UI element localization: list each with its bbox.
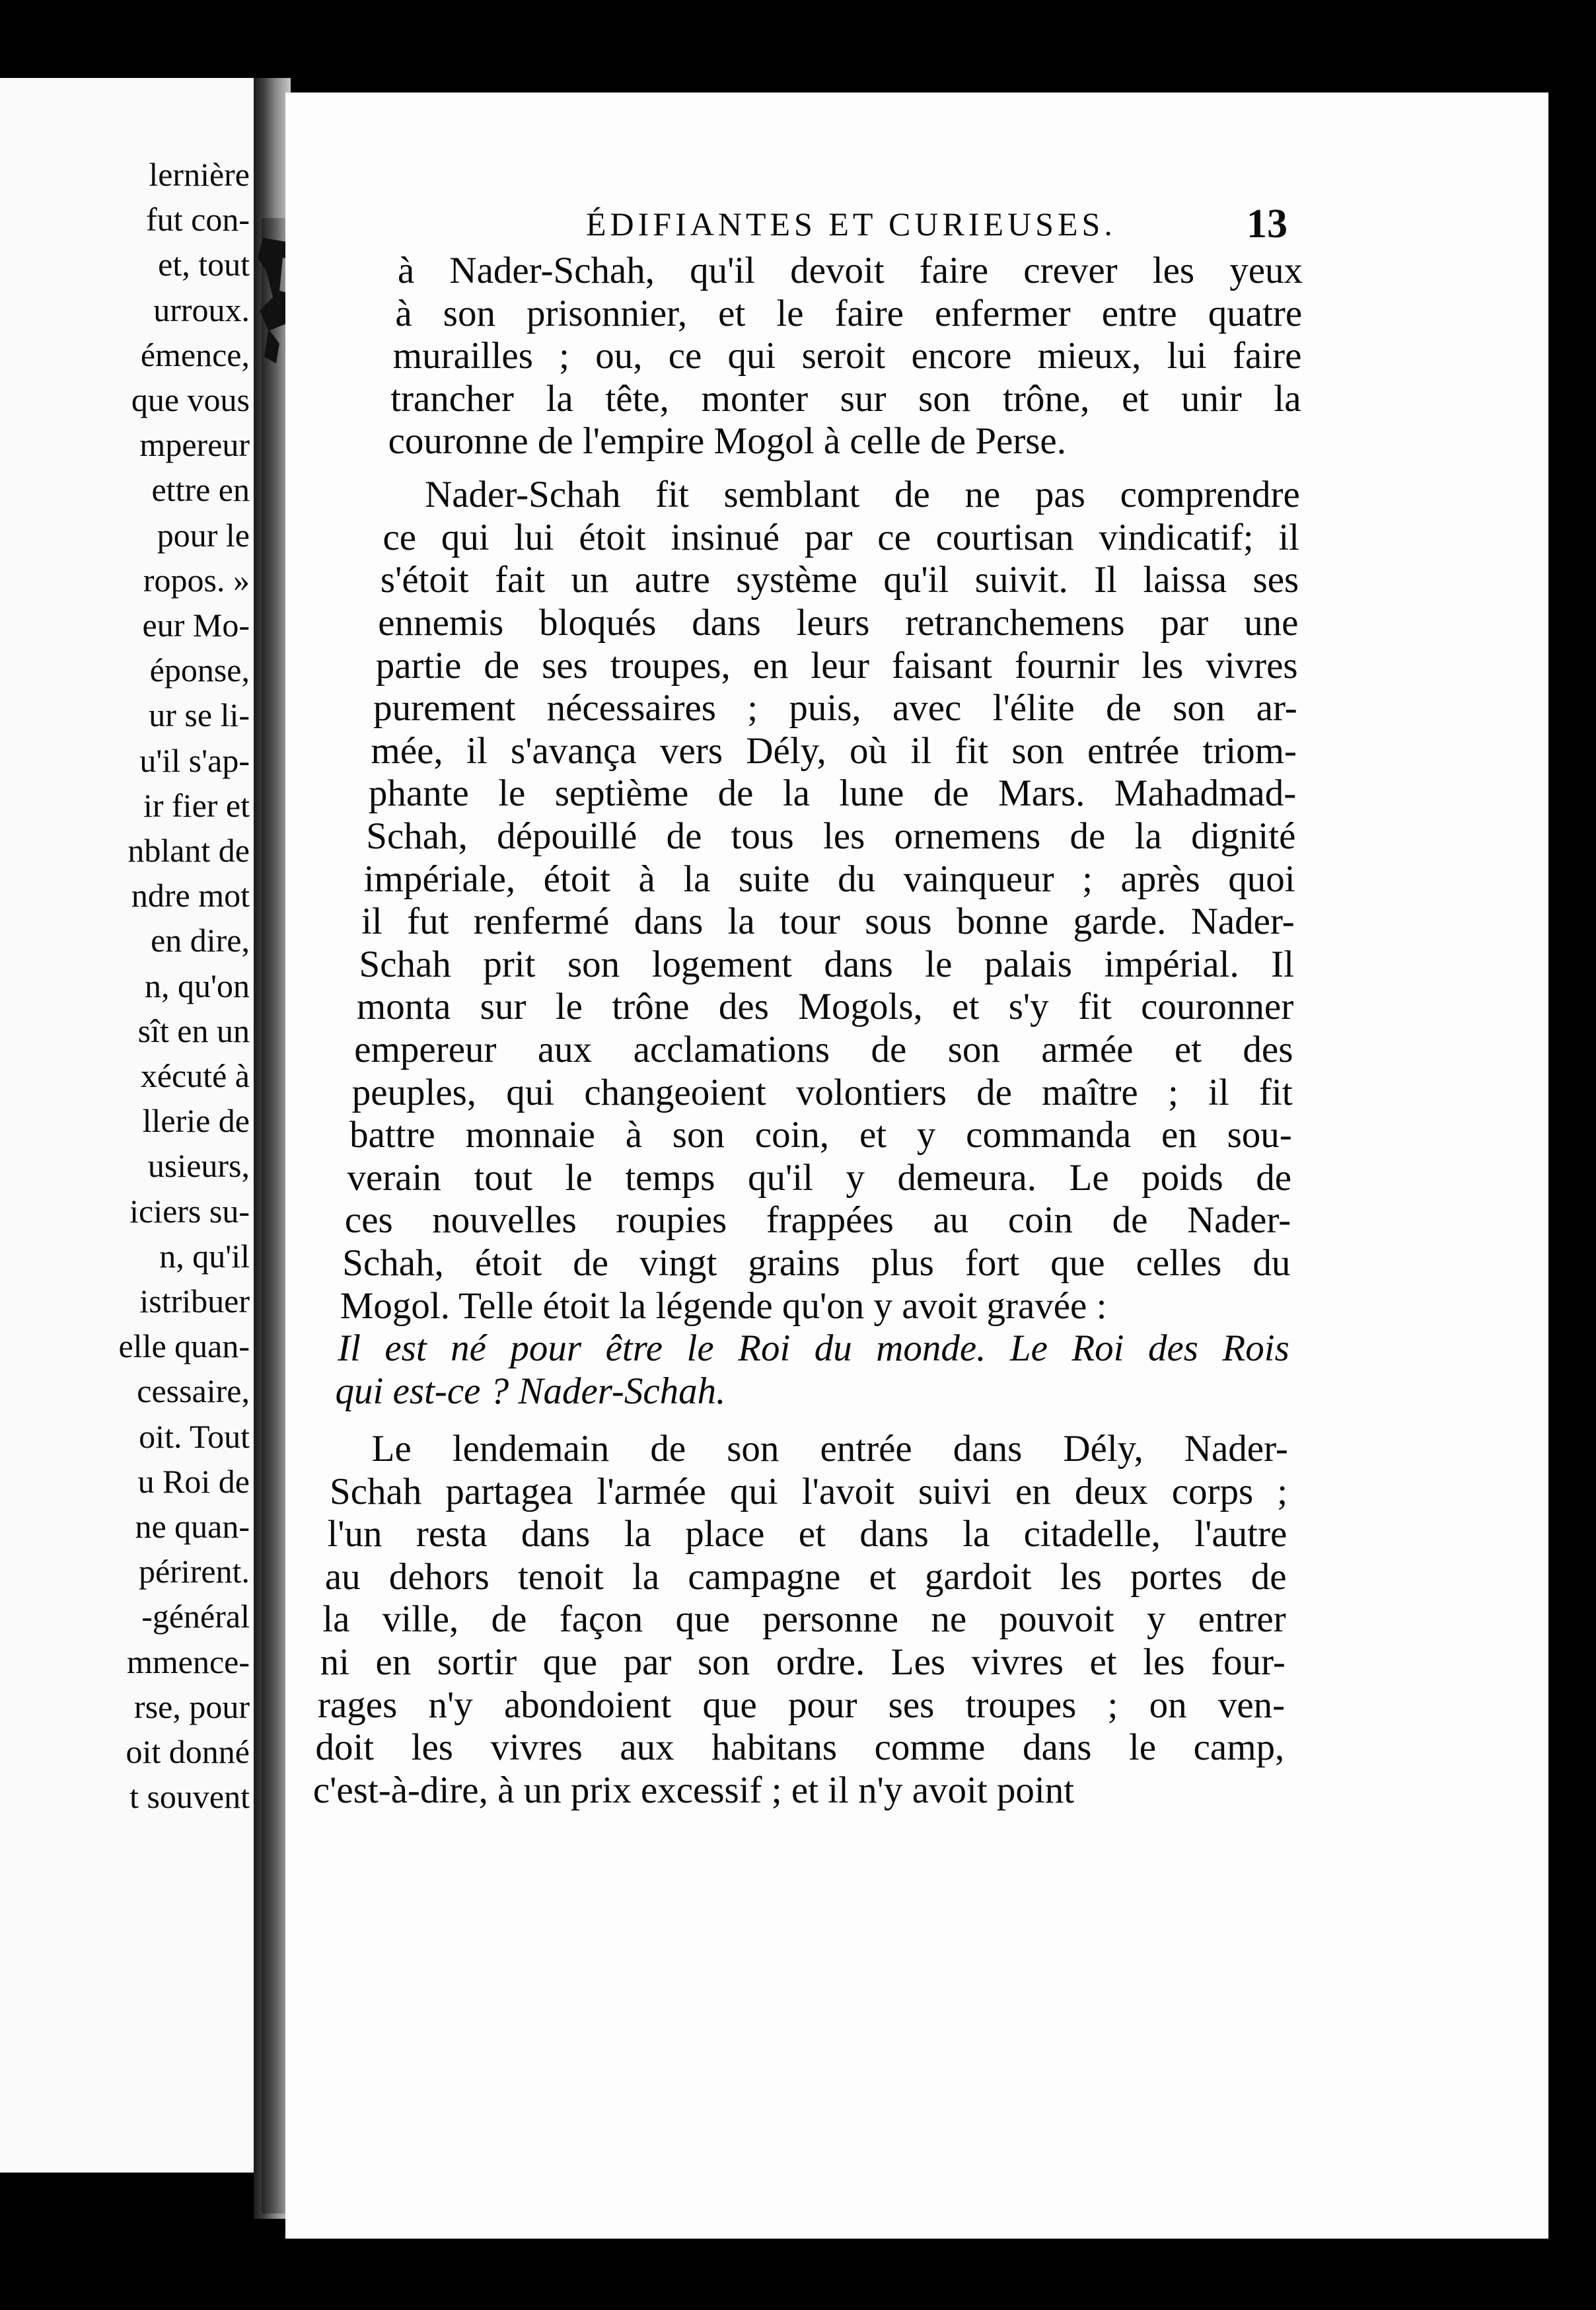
paragraph-3-line: Le lendemain de son entrée dans Dély, Nader- (371, 1427, 1288, 1470)
paragraph-2-line: Mogol. Telle étoit la légende qu'on y avoit gravée : (340, 1285, 1107, 1327)
paragraph-1-line: à Nader-Schah, qu'il devoit faire crever les yeux (398, 250, 1303, 291)
left-page-line: que vous (131, 381, 250, 418)
left-page-line: ur se li- (149, 696, 250, 734)
left-page-line: émence, (140, 336, 250, 373)
left-page-line: mpereur (139, 426, 250, 464)
paragraph-2-line: ces nouvelles roupies frappées au coin de Nader- (344, 1199, 1291, 1242)
paragraph-2-line: purement nécessaires ; puis, avec l'élite de son ar- (373, 687, 1297, 729)
left-page-line: usieurs, (147, 1147, 250, 1185)
left-page-line: istribuer (139, 1283, 250, 1320)
legend-italic-line: Il est né pour être le Roi du monde. Le Roi des Rois (338, 1327, 1289, 1370)
paragraph-3-line: rages n'y abondoient que pour ses troupes ; on ven- (318, 1684, 1286, 1726)
left-facing-page (0, 78, 259, 2173)
left-page-line: oit donné (126, 1733, 250, 1770)
paragraph-2-line: Schah, dépouillé de tous les ornemens de la dignité (366, 815, 1296, 857)
paragraph-3-line: au dehors tenoit la campagne et gardoit les portes de (324, 1555, 1287, 1598)
main-page (285, 93, 1548, 2239)
left-page-line: ropos. » (143, 561, 250, 599)
left-page-line: u'il s'ap- (139, 741, 250, 779)
left-page-line: rse, pour (134, 1688, 250, 1725)
left-page-line: llerie de (142, 1102, 250, 1140)
paragraph-3-line: Schah partagea l'armée qui l'avoit suivi en deux corps ; (330, 1470, 1288, 1512)
paragraph-1-line: à son prisonnier, et le faire enfermer entre quatre (395, 292, 1303, 334)
paragraph-1-line: trancher la tête, monter sur son trône, et unir la (390, 377, 1301, 420)
left-page-line: n, qu'on (144, 967, 250, 1004)
paragraph-2-line: empereur aux acclamations de son armée et des (354, 1028, 1293, 1070)
paragraph-2-line: s'étoit fait un autre système qu'il suivit. Il laissa ses (380, 559, 1299, 601)
left-page-line: u Roi de (137, 1462, 250, 1500)
left-page-line: et, tout (158, 246, 250, 283)
left-page-line: sît en un (137, 1012, 250, 1049)
left-page-line: pour le (157, 516, 250, 554)
left-page-line: ir fier et (143, 786, 250, 824)
paragraph-2-line: phante le septième de la lune de Mars. Mahadmad- (368, 772, 1297, 815)
paragraph-2-line: mée, il s'avança vers Dély, où il fit son entrée triom- (371, 729, 1297, 772)
left-page-line: nblant de (127, 832, 250, 869)
paragraph-3-line: la ville, de façon que personne ne pouvoit y entrer (322, 1598, 1286, 1641)
paragraph-1-line: couronne de l'empire Mogol à celle de Perse. (388, 420, 1066, 463)
paragraph-2-line: Nader-Schah fit semblant de ne pas comprendre (425, 474, 1300, 516)
left-page-line: en dire, (151, 922, 250, 959)
left-page-line: n, qu'il (159, 1237, 250, 1275)
paragraph-2-line: Schah prit son logement dans le palais impérial. Il (359, 943, 1294, 985)
left-page-line: -général (141, 1598, 250, 1635)
paragraph-3-line: doit les vivres aux habitans comme dans le camp, (315, 1727, 1285, 1769)
paragraph-3-line: l'un resta dans la place et dans la citadelle, l'autre (327, 1513, 1288, 1555)
paragraph-1-line: murailles ; ou, ce qui seroit encore mieux, lui faire (392, 335, 1302, 377)
left-page-line: fut con- (146, 201, 250, 239)
left-page-line: oit. Tout (139, 1417, 250, 1455)
left-page-line: t souvent (129, 1778, 250, 1816)
paragraph-2-line: impériale, étoit à la suite du vainqueur ; après quoi (363, 858, 1295, 900)
left-page-line: elle quan- (118, 1327, 250, 1365)
running-head: ÉDIFIANTES ET CURIEUSES. (586, 205, 1116, 242)
paragraph-3-line: ni en sortir que par son ordre. Les vivres et les four- (320, 1641, 1286, 1683)
left-page-line: ettre en (151, 471, 250, 509)
left-page-line: cessaire, (137, 1372, 250, 1410)
left-page-line: xécuté à (140, 1057, 250, 1094)
paragraph-2-line: peuples, qui changeoient volontiers de maître ; il fit (351, 1071, 1293, 1113)
left-page-line: eur Mo- (142, 607, 250, 644)
paragraph-2-line: il fut renfermé dans la tour sous bonne garde. Nader- (361, 901, 1295, 943)
legend-italic-line: qui est-ce ? Nader-Schah. (335, 1370, 726, 1412)
left-page-line: lernière (149, 156, 250, 193)
paragraph-2-line: verain tout le temps qu'il y demeura. Le poids de (347, 1156, 1291, 1199)
paragraph-2-line: battre monnaie à son coin, et y commanda en sou- (349, 1114, 1292, 1156)
paragraph-2-line: partie de ses troupes, en leur faisant fournir les vivres (375, 644, 1298, 687)
page-number: 13 (1247, 202, 1288, 246)
left-page-line: ndre mot (131, 877, 250, 914)
left-page-line: ne quan- (135, 1508, 250, 1545)
paragraph-2-line: monta sur le trône des Mogols, et s'y fit couronner (356, 986, 1294, 1028)
paragraph-2-line: ennemis bloqués dans leurs retranchemens par une (378, 601, 1299, 644)
left-page-line: urroux. (153, 291, 250, 328)
paragraph-3-line: c'est-à-dire, à un prix excessif ; et il n'y avoit point (312, 1769, 1075, 1811)
paragraph-2-line: ce qui lui étoit insinué par ce courtisan vindicatif; il (382, 516, 1299, 558)
left-page-line: éponse, (149, 652, 250, 689)
left-page-line: mmence- (126, 1643, 250, 1680)
left-page-line: périrent. (139, 1553, 250, 1590)
paragraph-2-line: Schah, étoit de vingt grains plus fort que celles du (342, 1242, 1291, 1284)
gutter-shadow (262, 218, 287, 2214)
left-page-line: iciers su- (129, 1192, 250, 1230)
